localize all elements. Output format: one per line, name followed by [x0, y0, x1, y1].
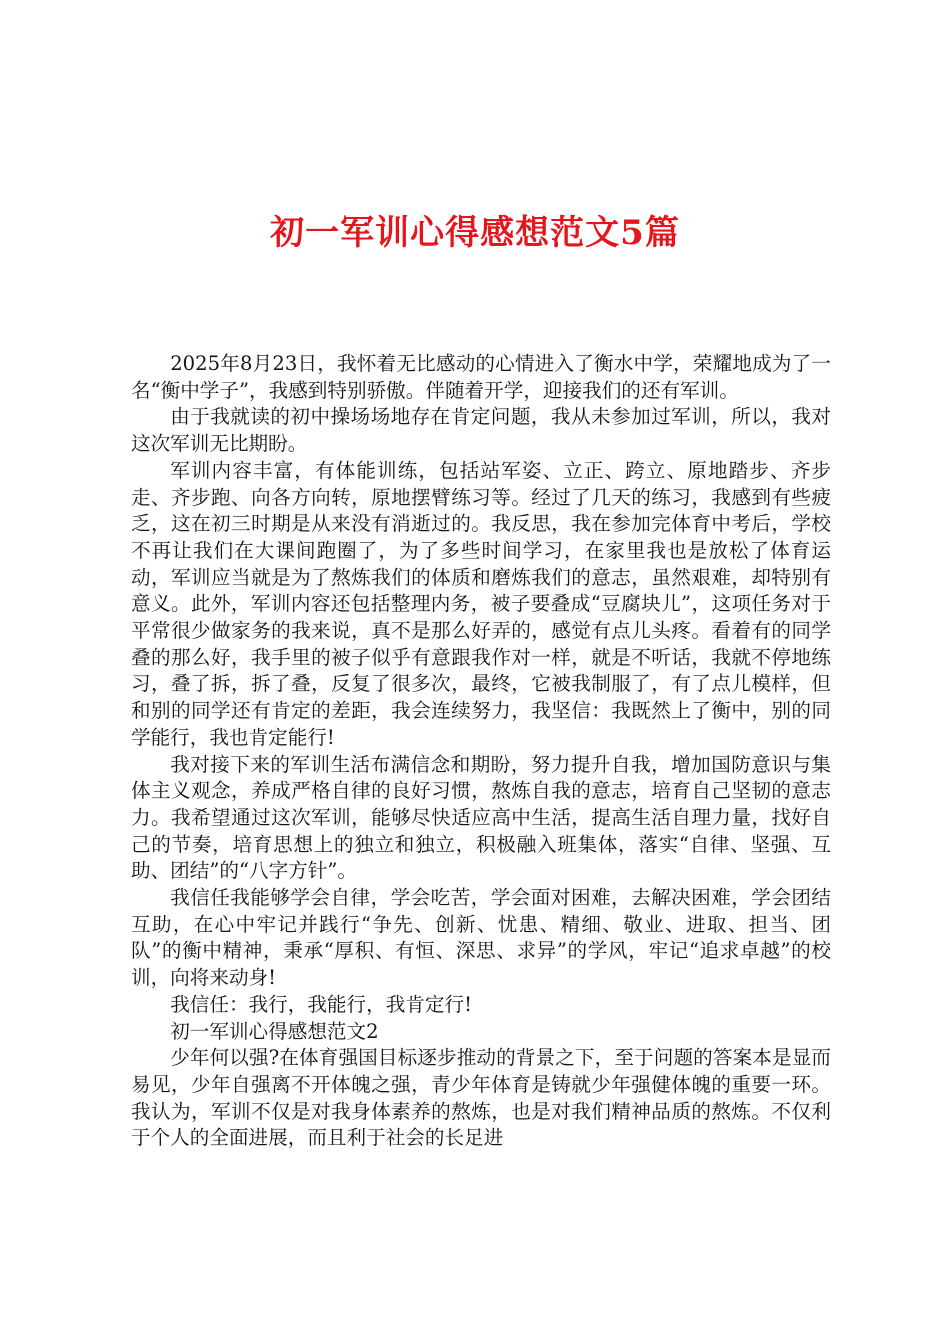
paragraph: 2025年8月23日，我怀着无比感动的心情进入了衡水中学，荣耀地成为了一名“衡中学子”，我感到特别骄傲。伴随着开学，迎接我们的还有军训。 [131, 352, 831, 402]
paragraph: 我对接下来的军训生活布满信念和期盼，努力提升自我，增加国防意识与集体主义观念，养成严格自律的良好习惯，熬炼自我的意志，培育自己坚韧的意志力。我希望通过这次军训，能够尽快适应高中生活，提高生活自理力量，找好自己的节奏，培育思想上的独立和独立，积极融入班集体，落实“自律、坚强、互助、团结”的“八字方针”。 [131, 752, 831, 883]
paragraph: 我信任：我行，我能行，我肯定行! [170, 992, 472, 1016]
paragraph: 我信任我能够学会自律，学会吃苦，学会面对困难，去解决困难，学会团结互助，在心中牢记并践行“争先、创新、忧患、精细、敬业、进取、担当、团队”的衡中精神，秉承“厚积、有恒、深思、求异”的学风，牢记“追求卓越”的校训，向将来动身! [131, 886, 831, 990]
paragraph: 少年何以强?在体育强国目标逐步推动的背景之下，至于问题的答案本是显而易见，少年自强离不开体魄之强，青少年体育是铸就少年强健体魄的重要一环。我认为，军训不仅是对我身体素养的熬炼，也是对我们精神品质的熬炼。不仅利于个人的全面进展，而且利于社会的长足进 [131, 1046, 831, 1150]
document-title: 初一军训心得感想范文5篇 [270, 213, 680, 253]
section-heading: 初一军训心得感想范文2 [170, 1019, 379, 1043]
document-body [131, 351, 831, 1152]
paragraph: 由于我就读的初中操场场地存在肯定问题，我从未参加过军训，所以，我对这次军训无比期盼。 [131, 405, 831, 456]
paragraph: 军训内容丰富，有体能训练，包括站军姿、立正、跨立、原地踏步、齐步走、齐步跑、向各方向转，原地摆臂练习等。经过了几天的练习，我感到有些疲乏，这在初三时期是从来没有消逝过的。我反思，我在参加完体育中考后，学校不再让我们在大课间跑圈了，为了多些时间学习，在家里我也是放松了体育运动，军训应当就是为了熬炼我们的体质和磨炼我们的意志，虽然艰难，却特别有意义。此外，军训内容还包括整理内务，被子要叠成“豆腐块儿”，这项任务对于平常很少做家务的我来说，真不是那么好弄的，感觉有点儿头疼。看着有的同学叠的那么好，我手里的被子似乎有意跟我作对一样，就是不听话，我就不停地练习，叠了拆，拆了叠，反复了很多次，最终，它被我制服了，有了点儿模样，但和别的同学还有肯定的差距，我会连续努力，我坚信：我既然上了衡中，别的同学能行，我也肯定能行! [131, 458, 831, 749]
